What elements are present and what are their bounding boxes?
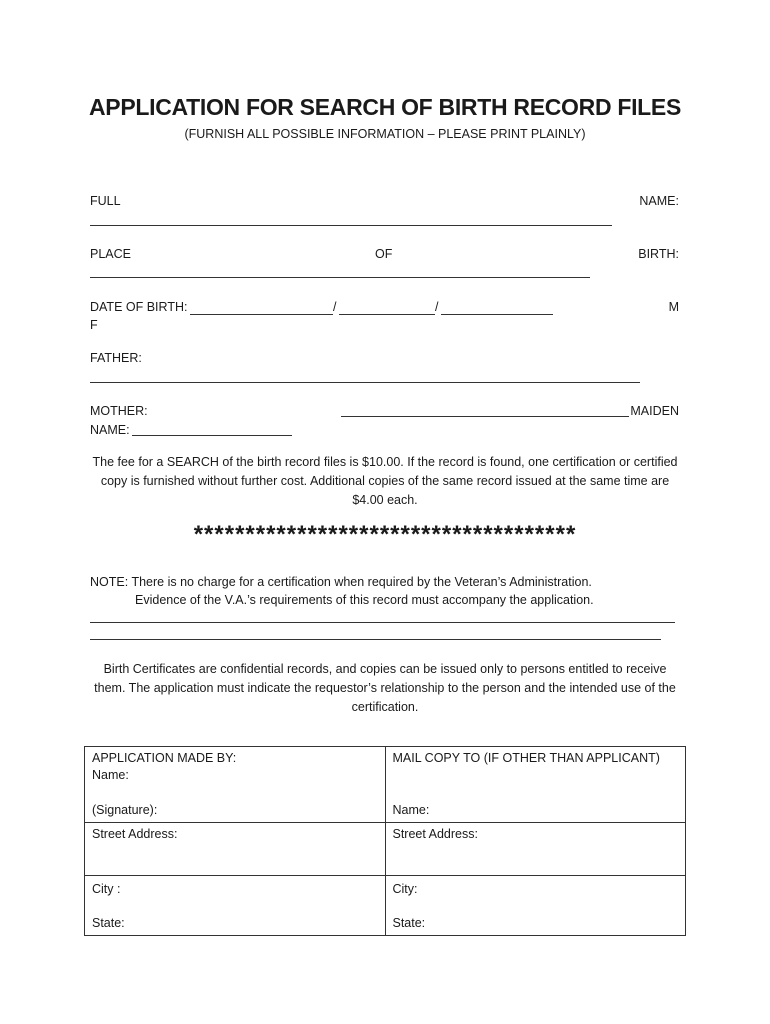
maiden-label: MAIDEN xyxy=(630,404,679,418)
full-name-line[interactable] xyxy=(90,225,612,226)
mother-label: MOTHER: xyxy=(90,404,148,418)
application-table xyxy=(84,746,686,936)
dob-separator-1: / xyxy=(333,300,337,314)
applicant-city-label: City : xyxy=(92,882,121,896)
applicant-cell[interactable] xyxy=(85,747,386,823)
place-of-birth-line[interactable] xyxy=(90,277,590,278)
form-subtitle: (FURNISH ALL POSSIBLE INFORMATION – PLEASE PRINT PLAINLY) xyxy=(184,127,586,141)
applicant-state-label: State: xyxy=(92,916,125,930)
applicant-header: APPLICATION MADE BY: xyxy=(92,751,237,765)
place-of-birth-label-left: PLACE xyxy=(90,247,131,261)
place-of-birth-label-middle: OF xyxy=(375,247,393,261)
mother-line[interactable] xyxy=(341,416,629,417)
place-of-birth-label-right: BIRTH: xyxy=(638,247,679,261)
mail-city-label: City: xyxy=(392,882,418,896)
table-row xyxy=(85,876,686,936)
applicant-street-label: Street Address: xyxy=(92,827,178,841)
fee-paragraph: The fee for a SEARCH of the birth record files is $10.00. If the record is found, one certification or certified copy is furnished without further cost. Additional copies of the same record issued at the same time are $4.00 each. xyxy=(92,455,678,507)
applicant-street-cell[interactable] xyxy=(85,823,386,876)
table-row xyxy=(85,747,686,823)
dob-year-line[interactable] xyxy=(441,314,553,315)
father-line[interactable] xyxy=(90,382,640,383)
applicant-city-state-cell[interactable] xyxy=(85,876,386,936)
father-label: FATHER: xyxy=(90,351,142,365)
mail-street-label: Street Address: xyxy=(392,827,478,841)
star-separator: ************************************* xyxy=(193,521,577,548)
sex-female-option[interactable]: F xyxy=(90,318,98,332)
table-row xyxy=(85,823,686,876)
full-name-label-right: NAME: xyxy=(639,194,679,208)
applicant-name-label: Name: xyxy=(92,768,129,782)
maiden-name-label: NAME: xyxy=(90,423,130,437)
mail-city-state-cell[interactable] xyxy=(385,876,686,936)
note-line-1: NOTE: There is no charge for a certification when required by the Veteran’s Administration. xyxy=(90,575,592,589)
signature-label: (Signature): xyxy=(92,803,158,817)
sex-male-option[interactable]: M xyxy=(668,300,679,314)
mail-name-label: Name: xyxy=(392,803,430,817)
form-title: APPLICATION FOR SEARCH OF BIRTH RECORD FILES xyxy=(88,94,682,120)
note-line-2: Evidence of the V.A.’s requirements of this record must accompany the application. xyxy=(135,593,594,607)
note-answer-line-1[interactable] xyxy=(90,622,675,623)
note-answer-line-2[interactable] xyxy=(90,639,661,640)
mail-state-label: State: xyxy=(392,916,426,930)
mail-copy-cell[interactable] xyxy=(385,747,686,823)
dob-day-line[interactable] xyxy=(339,314,435,315)
date-of-birth-label: DATE OF BIRTH: xyxy=(90,300,188,314)
dob-separator-2: / xyxy=(435,300,439,314)
dob-month-line[interactable] xyxy=(190,314,333,315)
mail-street-cell[interactable] xyxy=(385,823,686,876)
mail-copy-header: MAIL COPY TO (IF OTHER THAN APPLICANT) xyxy=(392,751,660,765)
maiden-name-line[interactable] xyxy=(132,435,292,436)
full-name-label-left: FULL xyxy=(90,194,121,208)
confidential-paragraph: Birth Certificates are confidential records, and copies can be issued only to persons entitled to receive them. The application must indicate the requestor’s relationship to the person and the intended use of the certification. xyxy=(94,662,676,714)
